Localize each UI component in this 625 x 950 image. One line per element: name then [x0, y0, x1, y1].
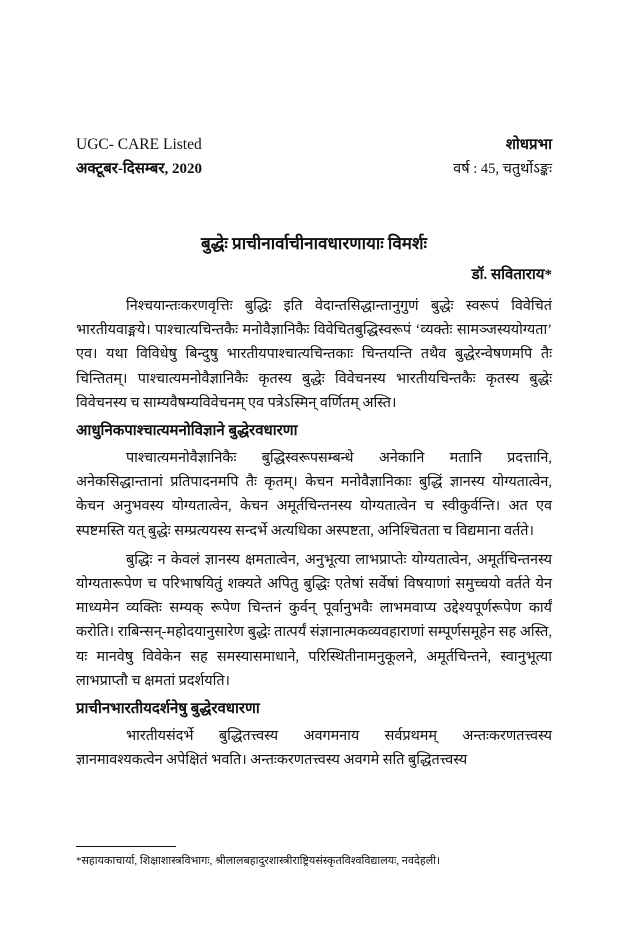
body-paragraph: बुद्धिः न केवलं ज्ञानस्य क्षमतात्वेन, अनुभूत्या लाभप्राप्तेः योग्यतात्वेन, अमूर्तचिन्तनस्य योग्यतारूपेण च परिभाषयितुं शक्यते अपितु बुद्धिः एतेषां सर्वेषां विषयाणां समुच्चयो वर्तते येन माध्यमेन व्यक्तिः सम्यक् रूपेण चिन्तनं कुर्वन् पूर्वानुभवैः लाभमवाप्य उद्देश्यपूर्णरूपेण कार्यं करोति। राबिन्सन्-महोदयानुसारेण बुद्धेः तात्पर्यं संज्ञानात्मकव्यवहाराणां सम्पूर्णसमूहेन सह अस्ति, यः मानवेषु विवेकेन सह समस्यासमाधाने, परिस्थितीनामनुकूलने, अमूर्तचिन्तने, स्वानुभूत्या लाभप्राप्तौ च क्षमतां प्रदर्शयति।: [76, 551, 552, 689]
section-heading-ancient: प्राचीनभारतीयदर्शनेषु बुद्धेरवधारणा: [76, 701, 260, 718]
section-heading-modern: आधुनिकपाश्चात्यमनोविज्ञाने बुद्धेरवधारणा: [76, 423, 298, 440]
ugc-care-label: UGC- CARE Listed: [76, 136, 202, 153]
author-footnote: *सहायकाचार्या, शिक्षाशास्त्रविभागः, श्रीलालबहादुरशास्त्रीराष्ट्रियसंस्कृतविश्वविद्यालयः, नवदेहली।: [76, 855, 441, 867]
header-row-bottom: [76, 158, 552, 178]
volume-issue: वर्ष : 45, चतुर्थोऽङ्कः: [453, 161, 552, 177]
journal-name: शोधप्रभा: [505, 137, 552, 153]
body-paragraph: पाश्चात्यमनोवैज्ञानिकैः बुद्धिस्वरूपसम्बन्धे अनेकानि मतानि प्रदत्तानि, अनेकसिद्धान्तानां प्रतिपादनमपि तैः कृतम्। केचन मनोवैज्ञानिकाः बुद्धिं ज्ञानस्य योग्यतात्वेन, केचन अनुभवस्य योग्यतात्वेन, केचन अमूर्तचिन्तनस्य योग्यतात्वेन च स्वीकुर्वन्ति। अत एव स्पष्टमस्ति यत् बुद्धेः सम्प्रत्ययस्य सन्दर्भे अत्यधिका अस्पष्टता, अनिश्चितता च विद्यमाना वर्तते।: [76, 450, 552, 539]
footnote-rule: [76, 846, 176, 847]
body-paragraph: भारतीयसंदर्भे बुद्धितत्त्वस्य अवगमनाय सर्वप्रथमम् अन्तःकरणतत्त्वस्य ज्ञानमावश्यकत्वेन अपेक्षितं भवति। अन्तःकरणतत्त्वस्य अवगमे सति बुद्धितत्त्वस्य: [76, 728, 552, 769]
abstract-paragraph: निश्चयान्तःकरणवृत्तिः बुद्धिः इति वेदान्तसिद्धान्तानुगुणं बुद्धेः स्वरूपं विवेचितं भारतीयवाङ्मये। पाश्चात्यचिन्तकैः मनोवैज्ञानिकैः विवेचितबुद्धिस्वरूपं ‘व्यक्तेः सामञ्जस्ययोग्यता’ एव। यथा विविधेषु बिन्दुषु भारतीयपाश्चात्यचिन्तकाः चिन्तयन्ति तथैव बुद्धेरन्वेषणमपि तैः चिन्तितम्। पाश्चात्यमनोवैज्ञानिकैः कृतस्य बुद्धेः विवेचनस्य भारतीयचिन्तकैः कृतस्य बुद्धेः विवेचनस्य च साम्यवैषम्यविवेचनम् एव पत्रेऽस्मिन् वर्णितम् अस्ति।: [76, 298, 552, 411]
article-title: बुद्धेः प्राचीनार्वाचीनावधारणायाः विमर्शः: [201, 234, 427, 253]
issue-months: अक्टूबर-दिसम्बर, 2020: [76, 161, 202, 177]
article-author: डॉ. सविताराय*: [471, 267, 552, 283]
header-row-top: [76, 134, 552, 154]
article-body: [76, 294, 552, 777]
